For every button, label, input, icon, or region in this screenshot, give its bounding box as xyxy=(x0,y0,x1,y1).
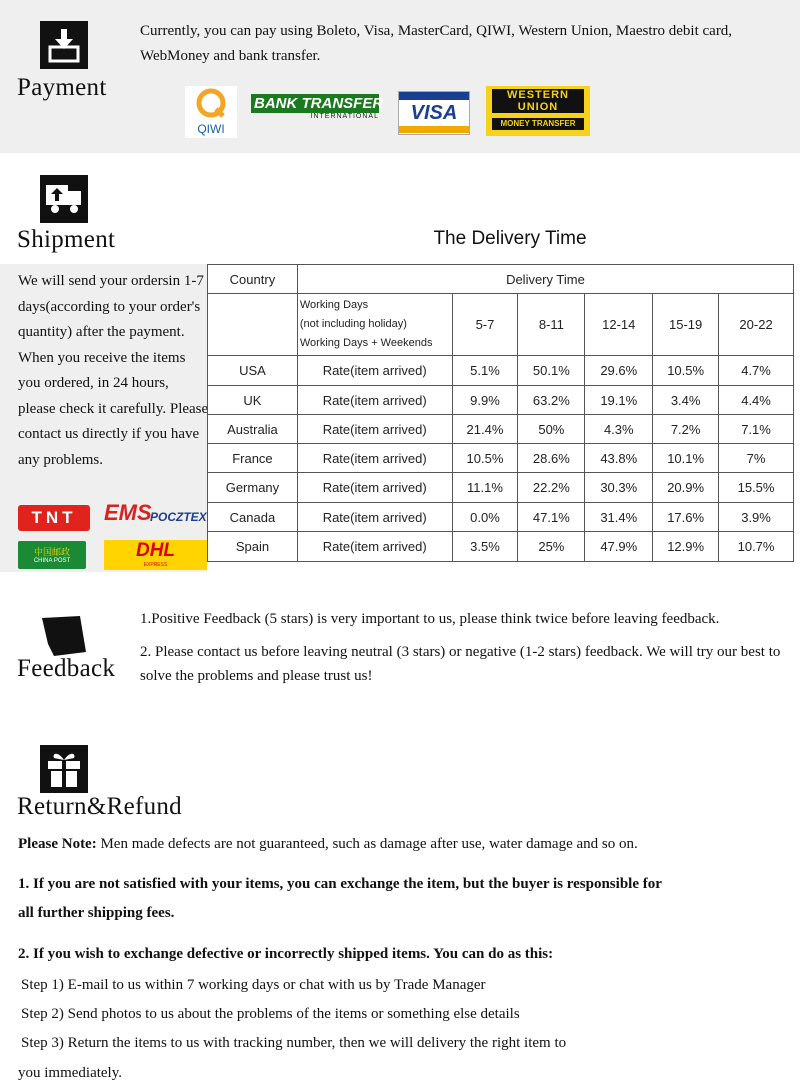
rate-value-cell: 3.9% xyxy=(719,503,794,532)
rate-value-cell: 7% xyxy=(719,444,794,473)
range-header: 20-22 xyxy=(719,294,794,356)
defective-exchange-line: 2. If you wish to exchange defective or incorrectly shipped items. You can do as this: xyxy=(18,946,554,962)
exchange-policy-line-2: all further shipping fees. xyxy=(18,905,175,921)
rate-value-cell: 10.5% xyxy=(653,356,719,386)
delivery-time-title: The Delivery Time xyxy=(433,228,587,249)
shipment-title: Shipment xyxy=(17,226,116,253)
step-3-continued: you immediately. xyxy=(18,1065,123,1081)
dhl-logo: DHL EXPRESS xyxy=(104,540,207,570)
step-3: Step 3) Return the items to us with tracking number, then we will delivery the right item to xyxy=(21,1035,567,1051)
delivery-time-table xyxy=(207,264,794,562)
rate-value-cell: 21.4% xyxy=(452,415,518,444)
rate-value-cell: 31.4% xyxy=(585,503,653,532)
feedback-point-2: 2. Please contact us before leaving neutral (3 stars) or negative (1-2 stars) feedback. We will try our best to solve the problems and please trust us! xyxy=(140,644,781,684)
rate-value-cell: 29.6% xyxy=(585,356,653,386)
rate-value-cell: 7.2% xyxy=(653,415,719,444)
delivery-truck-icon xyxy=(40,175,88,223)
delivery-time-header: Delivery Time xyxy=(297,265,793,294)
return-refund-title: Return&Refund xyxy=(17,793,182,820)
tnt-logo: TNT xyxy=(18,505,90,531)
rate-value-cell: 47.9% xyxy=(585,532,653,562)
rate-label-cell: Rate(item arrived) xyxy=(297,503,452,532)
rate-value-cell: 3.5% xyxy=(452,532,518,562)
rate-value-cell: 12.9% xyxy=(653,532,719,562)
please-note-line: Please Note: Men made defects are not guaranteed, such as damage after use, water damage and so on. xyxy=(18,836,638,852)
rate-value-cell: 19.1% xyxy=(585,386,653,415)
exchange-policy-line: 1. If you are not satisfied with your items, you can exchange the item, but the buyer is responsible for xyxy=(18,876,662,892)
visa-logo: VISA xyxy=(398,91,470,135)
table-row xyxy=(208,473,794,503)
range-header: 5-7 xyxy=(452,294,518,356)
rate-value-cell: 28.6% xyxy=(518,444,585,473)
rate-value-cell: 10.5% xyxy=(452,444,518,473)
gift-box-icon xyxy=(40,745,88,793)
bank-transfer-logo: BANK TRANSFER INTERNATIONAL xyxy=(251,94,379,128)
rate-value-cell: 43.8% xyxy=(585,444,653,473)
rate-value-cell: 9.9% xyxy=(452,386,518,415)
rate-value-cell: 4.3% xyxy=(585,415,653,444)
rate-value-cell: 7.1% xyxy=(719,415,794,444)
western-union-logo: WESTERN UNION MONEY TRANSFER xyxy=(486,86,590,136)
china-post-logo: 中国邮政 CHINA POST xyxy=(18,541,86,569)
feedback-title: Feedback xyxy=(17,655,116,682)
range-header: 8-11 xyxy=(518,294,585,356)
country-cell: Australia xyxy=(208,415,298,444)
rate-value-cell: 10.1% xyxy=(653,444,719,473)
table-row xyxy=(208,386,794,415)
rate-value-cell: 47.1% xyxy=(518,503,585,532)
rate-value-cell: 50.1% xyxy=(518,356,585,386)
rate-value-cell: 20.9% xyxy=(653,473,719,503)
rate-label-cell: Rate(item arrived) xyxy=(297,356,452,386)
country-cell: USA xyxy=(208,356,298,386)
country-header: Country xyxy=(208,265,298,294)
range-header: 15-19 xyxy=(653,294,719,356)
rate-value-cell: 4.7% xyxy=(719,356,794,386)
rate-value-cell: 5.1% xyxy=(452,356,518,386)
qiwi-logo: QIWI xyxy=(185,86,237,138)
country-cell: Germany xyxy=(208,473,298,503)
table-row xyxy=(208,503,794,532)
step-1: Step 1) E-mail to us within 7 working days or chat with us by Trade Manager xyxy=(21,977,486,993)
rate-label-cell: Rate(item arrived) xyxy=(297,386,452,415)
feedback-flag-icon xyxy=(40,614,90,660)
rate-value-cell: 25% xyxy=(518,532,585,562)
table-row xyxy=(208,356,794,386)
rate-value-cell: 63.2% xyxy=(518,386,585,415)
step-2: Step 2) Send photos to us about the problems of the items or something else details xyxy=(21,1006,520,1022)
feedback-text xyxy=(140,607,795,697)
shipment-text: We will send your ordersin 1-7 days(according to your order's quantity) after the payment. When you receive the items you ordered, in 24 hours, please check it carefully. Please contact us directly if you have any problems. xyxy=(18,273,209,468)
rate-value-cell: 30.3% xyxy=(585,473,653,503)
rate-value-cell: 17.6% xyxy=(653,503,719,532)
rate-label-cell: Rate(item arrived) xyxy=(297,473,452,503)
rate-value-cell: 4.4% xyxy=(719,386,794,415)
rate-value-cell: 50% xyxy=(518,415,585,444)
download-tray-icon xyxy=(40,21,88,69)
rate-label-cell: Rate(item arrived) xyxy=(297,444,452,473)
country-cell: France xyxy=(208,444,298,473)
rate-value-cell: 11.1% xyxy=(452,473,518,503)
rate-label-cell: Rate(item arrived) xyxy=(297,532,452,562)
country-cell: Canada xyxy=(208,503,298,532)
ems-logo: EMS POCZTEX xyxy=(104,500,207,525)
rate-value-cell: 0.0% xyxy=(452,503,518,532)
payment-text: Currently, you can pay using Boleto, Visa, MasterCard, QIWI, Western Union, Maestro debit card, WebMoney and bank transfer. xyxy=(140,23,733,64)
table-row xyxy=(208,532,794,562)
table-row xyxy=(208,415,794,444)
rate-value-cell: 22.2% xyxy=(518,473,585,503)
rate-value-cell: 10.7% xyxy=(719,532,794,562)
table-row xyxy=(208,444,794,473)
feedback-point-1: 1.Positive Feedback (5 stars) is very important to us, please think twice before leaving feedback. xyxy=(140,611,720,627)
rate-value-cell: 15.5% xyxy=(719,473,794,503)
rate-value-cell: 3.4% xyxy=(653,386,719,415)
payment-title: Payment xyxy=(17,74,107,101)
country-cell: Spain xyxy=(208,532,298,562)
empty-cell xyxy=(208,294,298,356)
range-header: 12-14 xyxy=(585,294,653,356)
country-cell: UK xyxy=(208,386,298,415)
working-days-cell: Working Days (not including holiday) Working Days + Weekends xyxy=(297,294,452,356)
rate-label-cell: Rate(item arrived) xyxy=(297,415,452,444)
